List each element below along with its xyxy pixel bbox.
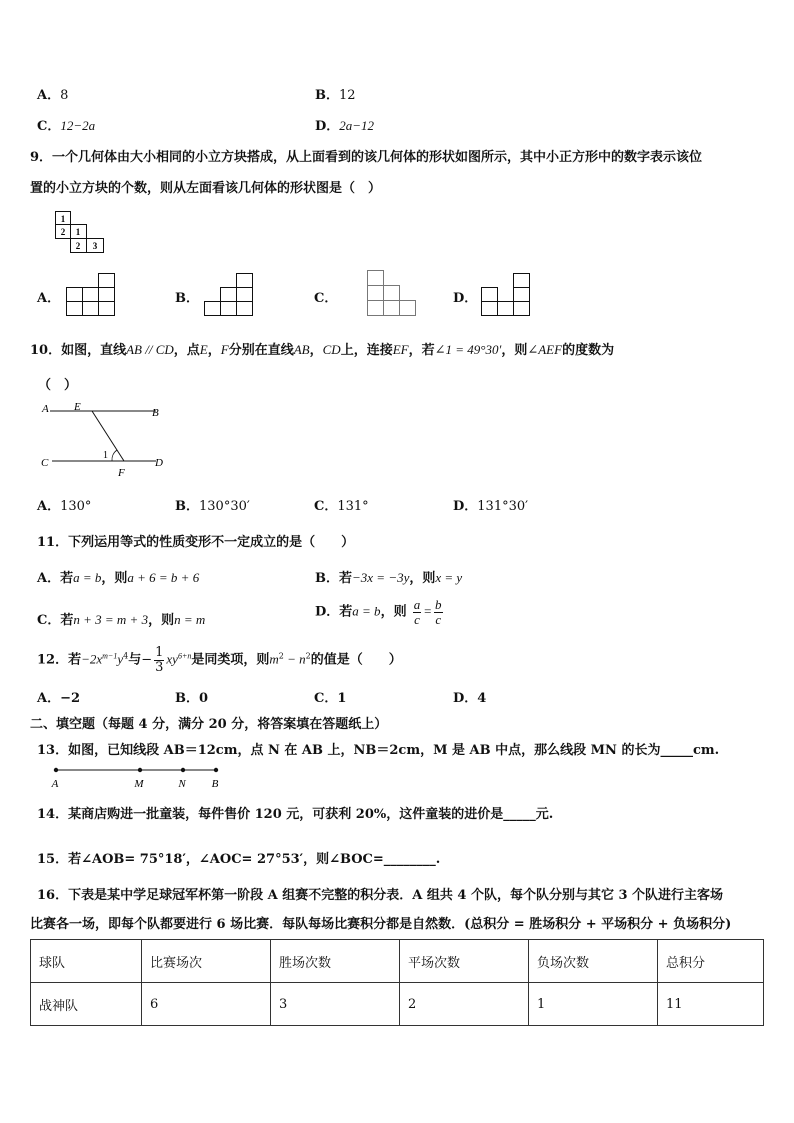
q10-label-b: B bbox=[152, 407, 159, 419]
section-heading-fill-in: 二、填空题（每题 4 分，满分 20 分，将答案填在答题纸上） bbox=[30, 717, 388, 732]
q10-option-d: D．131°30′ bbox=[453, 499, 529, 514]
q10-question-text: 10．如图，直线AB // CD，点E，F分别在直线AB，CD上，连接EF，若∠1 = 49°30′，则∠AEF的度数为 bbox=[30, 342, 615, 358]
q9-option-a-figure bbox=[66, 271, 116, 317]
table-cell: 11 bbox=[658, 983, 764, 1026]
q9-option-b-label: B． bbox=[175, 291, 199, 306]
q11-option-b: B．若−3x = −3y，则x = y bbox=[315, 570, 463, 586]
table-cell: 战神队 bbox=[31, 983, 142, 1026]
q10-option-b: B．130°30′ bbox=[175, 499, 250, 514]
q13-label-m: M bbox=[134, 778, 144, 790]
table-header-cell: 胜场次数 bbox=[271, 940, 400, 983]
table-header-cell: 球队 bbox=[31, 940, 142, 983]
q11-d-fraction-a-over-c: $\frac{a}{c}$ bbox=[413, 597, 421, 627]
q10-label-1: 1 bbox=[103, 450, 108, 461]
q9-option-d-figure bbox=[481, 271, 531, 317]
table-header-row bbox=[31, 940, 764, 983]
q9-grid-number: 1 bbox=[75, 227, 81, 237]
q10-figure bbox=[38, 398, 178, 482]
q11-option-d: D．若a = b，则 $\frac{a}{c}$ = $\frac{b}{c}$ bbox=[315, 597, 442, 627]
q10-label-d: D bbox=[155, 457, 163, 469]
q12-question-text: 12．若$-2x^{m-1}y^4$与− $\frac{1}{3}$ $xy^{6+n}$是同类项，则$m^2 - n^2$的值是（ ） bbox=[37, 645, 402, 675]
q14-question-text: 14．某商店购进一批童装，每件售价 120 元，可获利 20%，这件童装的进价是_____元. bbox=[37, 807, 554, 822]
q10-label-a: A bbox=[42, 403, 49, 415]
q10-answer-paren: （ ） bbox=[38, 378, 78, 393]
table-cell: 6 bbox=[142, 983, 271, 1026]
q8-option-c: C．12−2a bbox=[37, 118, 96, 134]
q12-option-b: B．0 bbox=[175, 691, 209, 706]
q9-grid-number: 2 bbox=[75, 241, 81, 251]
q13-label-n: N bbox=[178, 778, 186, 790]
q10-option-c: C．131° bbox=[314, 499, 369, 514]
q9-option-d-label: D． bbox=[453, 291, 478, 306]
q9-option-a-label: A． bbox=[37, 291, 61, 306]
q10-label-f: F bbox=[118, 467, 125, 479]
q9-option-c-label: C． bbox=[314, 291, 338, 306]
table-header-cell: 总积分 bbox=[658, 940, 764, 983]
table-cell: 3 bbox=[271, 983, 400, 1026]
table-header-cell: 平场次数 bbox=[400, 940, 529, 983]
q13-question-text: 13．如图，已知线段 AB＝12cm，点 N 在 AB 上，NB＝2cm，M 是 AB 中点，那么线段 MN 的长为_____cm. bbox=[37, 743, 720, 758]
q9-grid-number: 1 bbox=[60, 214, 66, 224]
q9-grid-number: 2 bbox=[60, 227, 66, 237]
q11-d-fraction-b-over-c: $\frac{b}{c}$ bbox=[435, 597, 442, 627]
q9-option-b-figure bbox=[204, 271, 254, 317]
q16-text-line1: 16．下表是某中学足球冠军杯第一阶段 A 组赛不完整的积分表．A 组共 4 个队，每个队分别与其它 3 个队进行主客场 bbox=[37, 888, 724, 903]
q11-option-c: C．若n + 3 = m + 3，则n = m bbox=[37, 612, 206, 628]
q8-option-a: A．8 bbox=[37, 88, 69, 103]
table-cell: 2 bbox=[400, 983, 529, 1026]
q12-fraction-one-third: $\frac{1}{3}$ bbox=[155, 645, 164, 675]
table-header-cell: 比赛场次 bbox=[142, 940, 271, 983]
table-header-cell: 负场次数 bbox=[529, 940, 658, 983]
q9-text-line2: 置的小立方块的个数，则从左面看该几何体的形状图是（ ） bbox=[30, 181, 382, 196]
q11-option-a: A．若a = b，则a + 6 = b + 6 bbox=[37, 570, 200, 586]
q9-option-c-figure bbox=[367, 269, 419, 317]
q13-label-a: A bbox=[51, 778, 59, 790]
q12-option-d: D．4 bbox=[453, 691, 487, 706]
q11-question-text: 11．下列运用等式的性质变形不一定成立的是（ ） bbox=[37, 535, 355, 550]
q16-score-table bbox=[30, 939, 764, 1026]
q9-grid-number: 3 bbox=[92, 241, 98, 251]
q12-option-c: C．1 bbox=[314, 691, 347, 706]
q10-label-c: C bbox=[41, 457, 49, 469]
table-row bbox=[31, 983, 764, 1026]
q10-label-e: E bbox=[74, 401, 81, 413]
table-cell: 1 bbox=[529, 983, 658, 1026]
q9-text-line1: 9．一个几何体由大小相同的小立方块搭成，从上面看到的该几何体的形状如图所示，其中小正方形中的数字表示该位 bbox=[30, 150, 703, 165]
q16-text-line2: 比赛各一场，即每个队都要进行 6 场比赛．每队每场比赛积分都是自然数．(总积分 = 胜场积分 + 平场积分 + 负场积分) bbox=[30, 917, 732, 932]
q13-segment-figure bbox=[46, 763, 226, 791]
q9-top-view-figure bbox=[55, 211, 111, 255]
q15-question-text: 15．若∠AOB= 75°18′，∠AOC= 27°53′，则∠BOC=________. bbox=[37, 852, 441, 867]
q8-option-b: B．12 bbox=[315, 88, 356, 103]
q10-option-a: A．130° bbox=[37, 499, 92, 514]
q8-option-d: D．2a−12 bbox=[315, 118, 375, 134]
q13-label-b: B bbox=[211, 778, 219, 790]
q12-option-a: A．−2 bbox=[37, 691, 81, 706]
